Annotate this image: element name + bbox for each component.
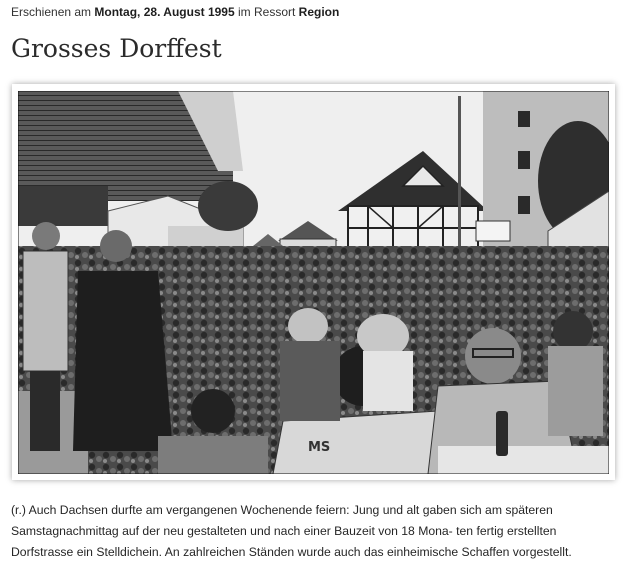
caption-line: Samstagnachmittag auf der neu gestalteten und nach einer Bauzeit von 18 Mona- ten fertig erstellten <box>11 524 557 538</box>
festival-photo-image <box>18 91 609 474</box>
article-title: Grosses Dorffest <box>11 34 222 63</box>
svg-text:MS: MS <box>308 440 331 455</box>
article-photo <box>12 84 615 480</box>
photo-caption <box>11 500 631 563</box>
meta-prefix: Erschienen am <box>11 5 92 19</box>
publish-date: Montag, 28. August 1995 <box>94 5 235 19</box>
meta-middle: im Ressort <box>237 5 296 19</box>
caption-line: Dorfstrasse ein Stelldichein. An zahlreichen Ständen wurde auch das einheimische Schaffen vorgestellt. <box>11 545 572 559</box>
section-name: Region <box>298 5 340 19</box>
caption-line: (r.) Auch Dachsen durfte am vergangenen Wochenende feiern: Jung und alt gaben sich am späteren <box>11 503 553 517</box>
article-meta <box>11 5 339 19</box>
